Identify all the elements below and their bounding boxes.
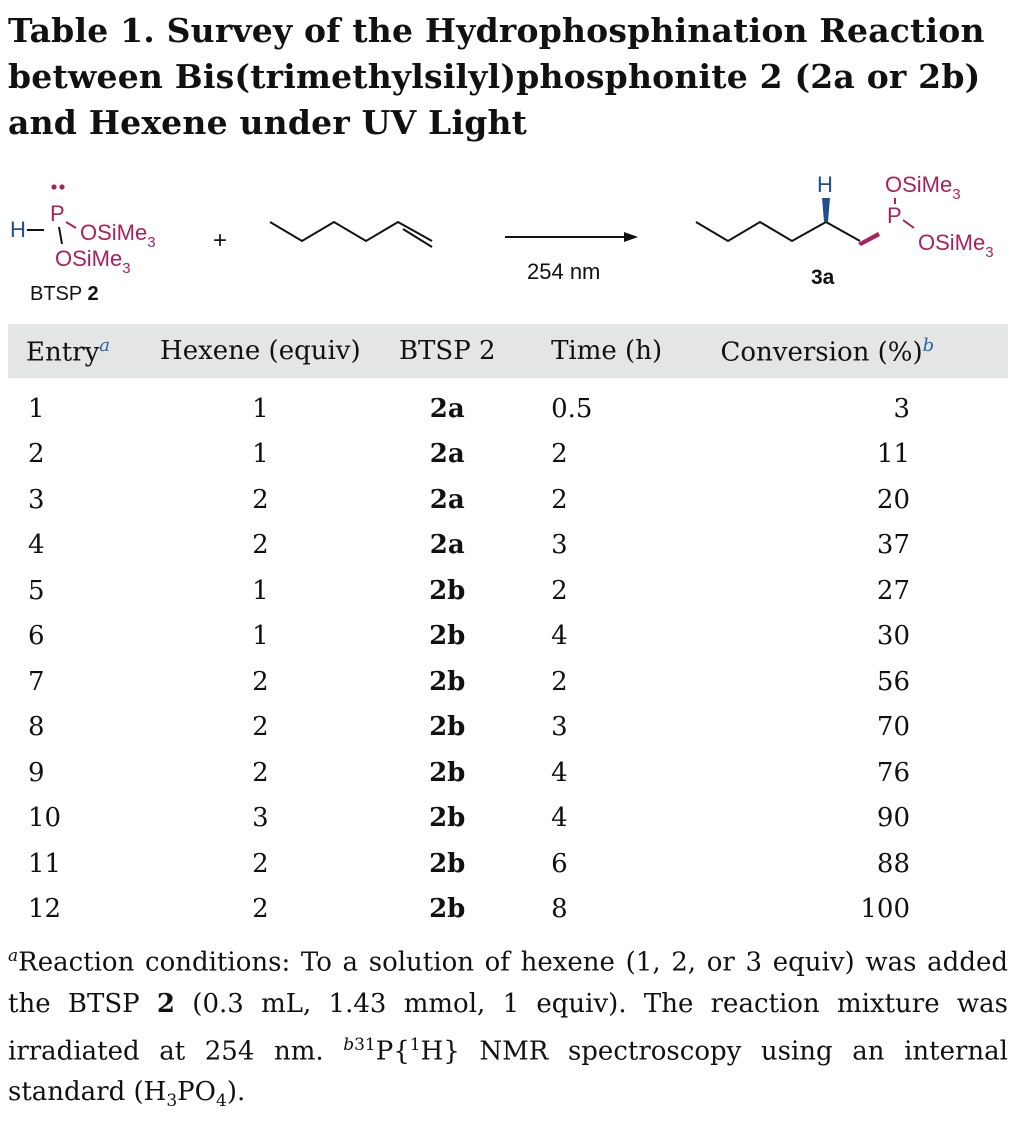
table-row <box>8 796 1008 842</box>
cell-conversion: 76 <box>876 757 910 788</box>
table-row <box>8 523 1008 569</box>
cell-time: 4 <box>551 803 568 834</box>
cell-hexene: 1 <box>252 439 269 470</box>
header-entry: Entry$^a$ <box>26 334 111 368</box>
cell-conversion: 11 <box>876 439 910 470</box>
reaction-scheme <box>0 160 1015 320</box>
table-row <box>8 378 1008 432</box>
cell-hexene: 2 <box>252 530 269 561</box>
cell-time: 3 <box>551 712 568 743</box>
reagent-osime3-bottom: OSiMe$_3$ <box>55 246 131 277</box>
product-h-atom: H <box>817 172 833 197</box>
cell-conversion: 37 <box>876 530 910 561</box>
product-osime3-right: OSiMe$_3$ <box>918 230 994 261</box>
cell-hexene: 2 <box>252 894 269 925</box>
cell-entry: 5 <box>28 575 45 606</box>
cell-entry: 11 <box>28 848 62 879</box>
btsp-reagent <box>10 184 156 305</box>
cell-btsp: 2a <box>429 393 465 424</box>
header-btsp: BTSP 2 <box>398 336 496 366</box>
cell-time: 4 <box>551 757 568 788</box>
reagent-label: BTSP 2 <box>30 283 99 305</box>
cell-btsp: 2b <box>429 666 466 697</box>
cell-time: 2 <box>551 666 568 697</box>
reaction-condition: 254 nm <box>527 259 601 284</box>
cell-btsp: 2a <box>429 484 465 515</box>
table-row <box>8 614 1008 660</box>
cell-entry: 2 <box>28 439 45 470</box>
cell-conversion: 70 <box>876 712 910 743</box>
cell-btsp: 2b <box>429 803 466 834</box>
header-time: Time (h) <box>551 336 663 366</box>
cell-hexene: 2 <box>252 666 269 697</box>
cell-btsp: 2b <box>429 712 466 743</box>
cell-time: 8 <box>551 894 568 925</box>
cell-btsp: 2b <box>429 757 466 788</box>
table-row <box>8 750 1008 796</box>
cell-conversion: 30 <box>876 621 910 652</box>
cell-conversion: 56 <box>876 666 910 697</box>
cell-btsp: 2b <box>429 621 466 652</box>
table-footnotes: $^a$Reaction conditions: To a solution of hexene (1, 2, or 3 equiv) was added the BTSP 2 (0.3 mL, 1.43 mmol, 1 equiv). The reaction mixture was irradiated at 254 nm. $^{b31}$P{$^1$H} NMR spectroscopy using an internal standard $(H_3PO_4)$. <box>8 946 1008 1112</box>
cell-btsp: 2a <box>429 439 465 470</box>
cell-time: 3 <box>551 530 568 561</box>
product-osime3-top: OSiMe$_3$ <box>885 172 961 203</box>
cell-time: 2 <box>551 484 568 515</box>
cell-entry: 8 <box>28 712 45 743</box>
table-row <box>8 432 1008 478</box>
cell-hexene: 1 <box>252 621 269 652</box>
cell-hexene: 2 <box>252 757 269 788</box>
table-row <box>8 659 1008 705</box>
cell-conversion: 3 <box>893 393 910 424</box>
product-label: 3a <box>811 266 835 289</box>
cell-conversion: 20 <box>876 484 910 515</box>
product-p-atom: P <box>887 203 902 228</box>
table-row <box>8 477 1008 523</box>
cell-hexene: 3 <box>252 803 269 834</box>
cell-time: 4 <box>551 621 568 652</box>
cell-time: 2 <box>551 575 568 606</box>
cell-entry: 7 <box>28 666 45 697</box>
cell-time: 2 <box>551 439 568 470</box>
cell-entry: 3 <box>28 484 45 515</box>
cell-btsp: 2b <box>429 894 466 925</box>
table-row <box>8 705 1008 751</box>
table-body <box>8 378 1008 932</box>
cell-entry: 9 <box>28 757 45 788</box>
reagent-p-atom: P <box>50 201 65 226</box>
cell-hexene: 2 <box>252 484 269 515</box>
cell-btsp: 2b <box>429 575 466 606</box>
cell-hexene: 2 <box>252 848 269 879</box>
cell-entry: 10 <box>28 803 62 834</box>
cell-hexene: 1 <box>252 393 269 424</box>
reagent-h-atom: H <box>10 217 26 242</box>
reagent-osime3-top: OSiMe$_3$ <box>80 220 156 251</box>
cell-conversion: 27 <box>876 575 910 606</box>
cell-btsp: 2b <box>429 848 466 879</box>
cell-btsp: 2a <box>429 530 465 561</box>
table-row <box>8 841 1008 887</box>
plus-sign: + <box>213 227 228 254</box>
cell-hexene: 2 <box>252 712 269 743</box>
hexene <box>270 222 432 247</box>
cell-entry: 12 <box>28 894 62 925</box>
cell-conversion: 100 <box>860 894 910 925</box>
cell-time: 0.5 <box>551 393 593 424</box>
table-title: Table 1. Survey of the Hydrophosphination Reaction between Bis(trimethylsilyl)phosphonite 2 (2a or 2b) and Hexene under UV Light <box>8 11 985 142</box>
cell-entry: 4 <box>28 530 45 561</box>
table-header-row <box>8 324 1008 378</box>
survey-table <box>8 324 1008 932</box>
table-row <box>8 568 1008 614</box>
cell-hexene: 1 <box>252 575 269 606</box>
reaction-arrow <box>505 232 638 242</box>
cell-entry: 6 <box>28 621 45 652</box>
table-row <box>8 887 1008 933</box>
cell-conversion: 90 <box>876 803 910 834</box>
header-conversion: Conversion (%)$^b$ <box>720 334 935 368</box>
cell-entry: 1 <box>28 393 45 424</box>
cell-time: 6 <box>551 848 568 879</box>
product-3a <box>696 172 994 289</box>
header-hexene: Hexene (equiv) <box>160 336 361 366</box>
cell-conversion: 88 <box>876 848 910 879</box>
